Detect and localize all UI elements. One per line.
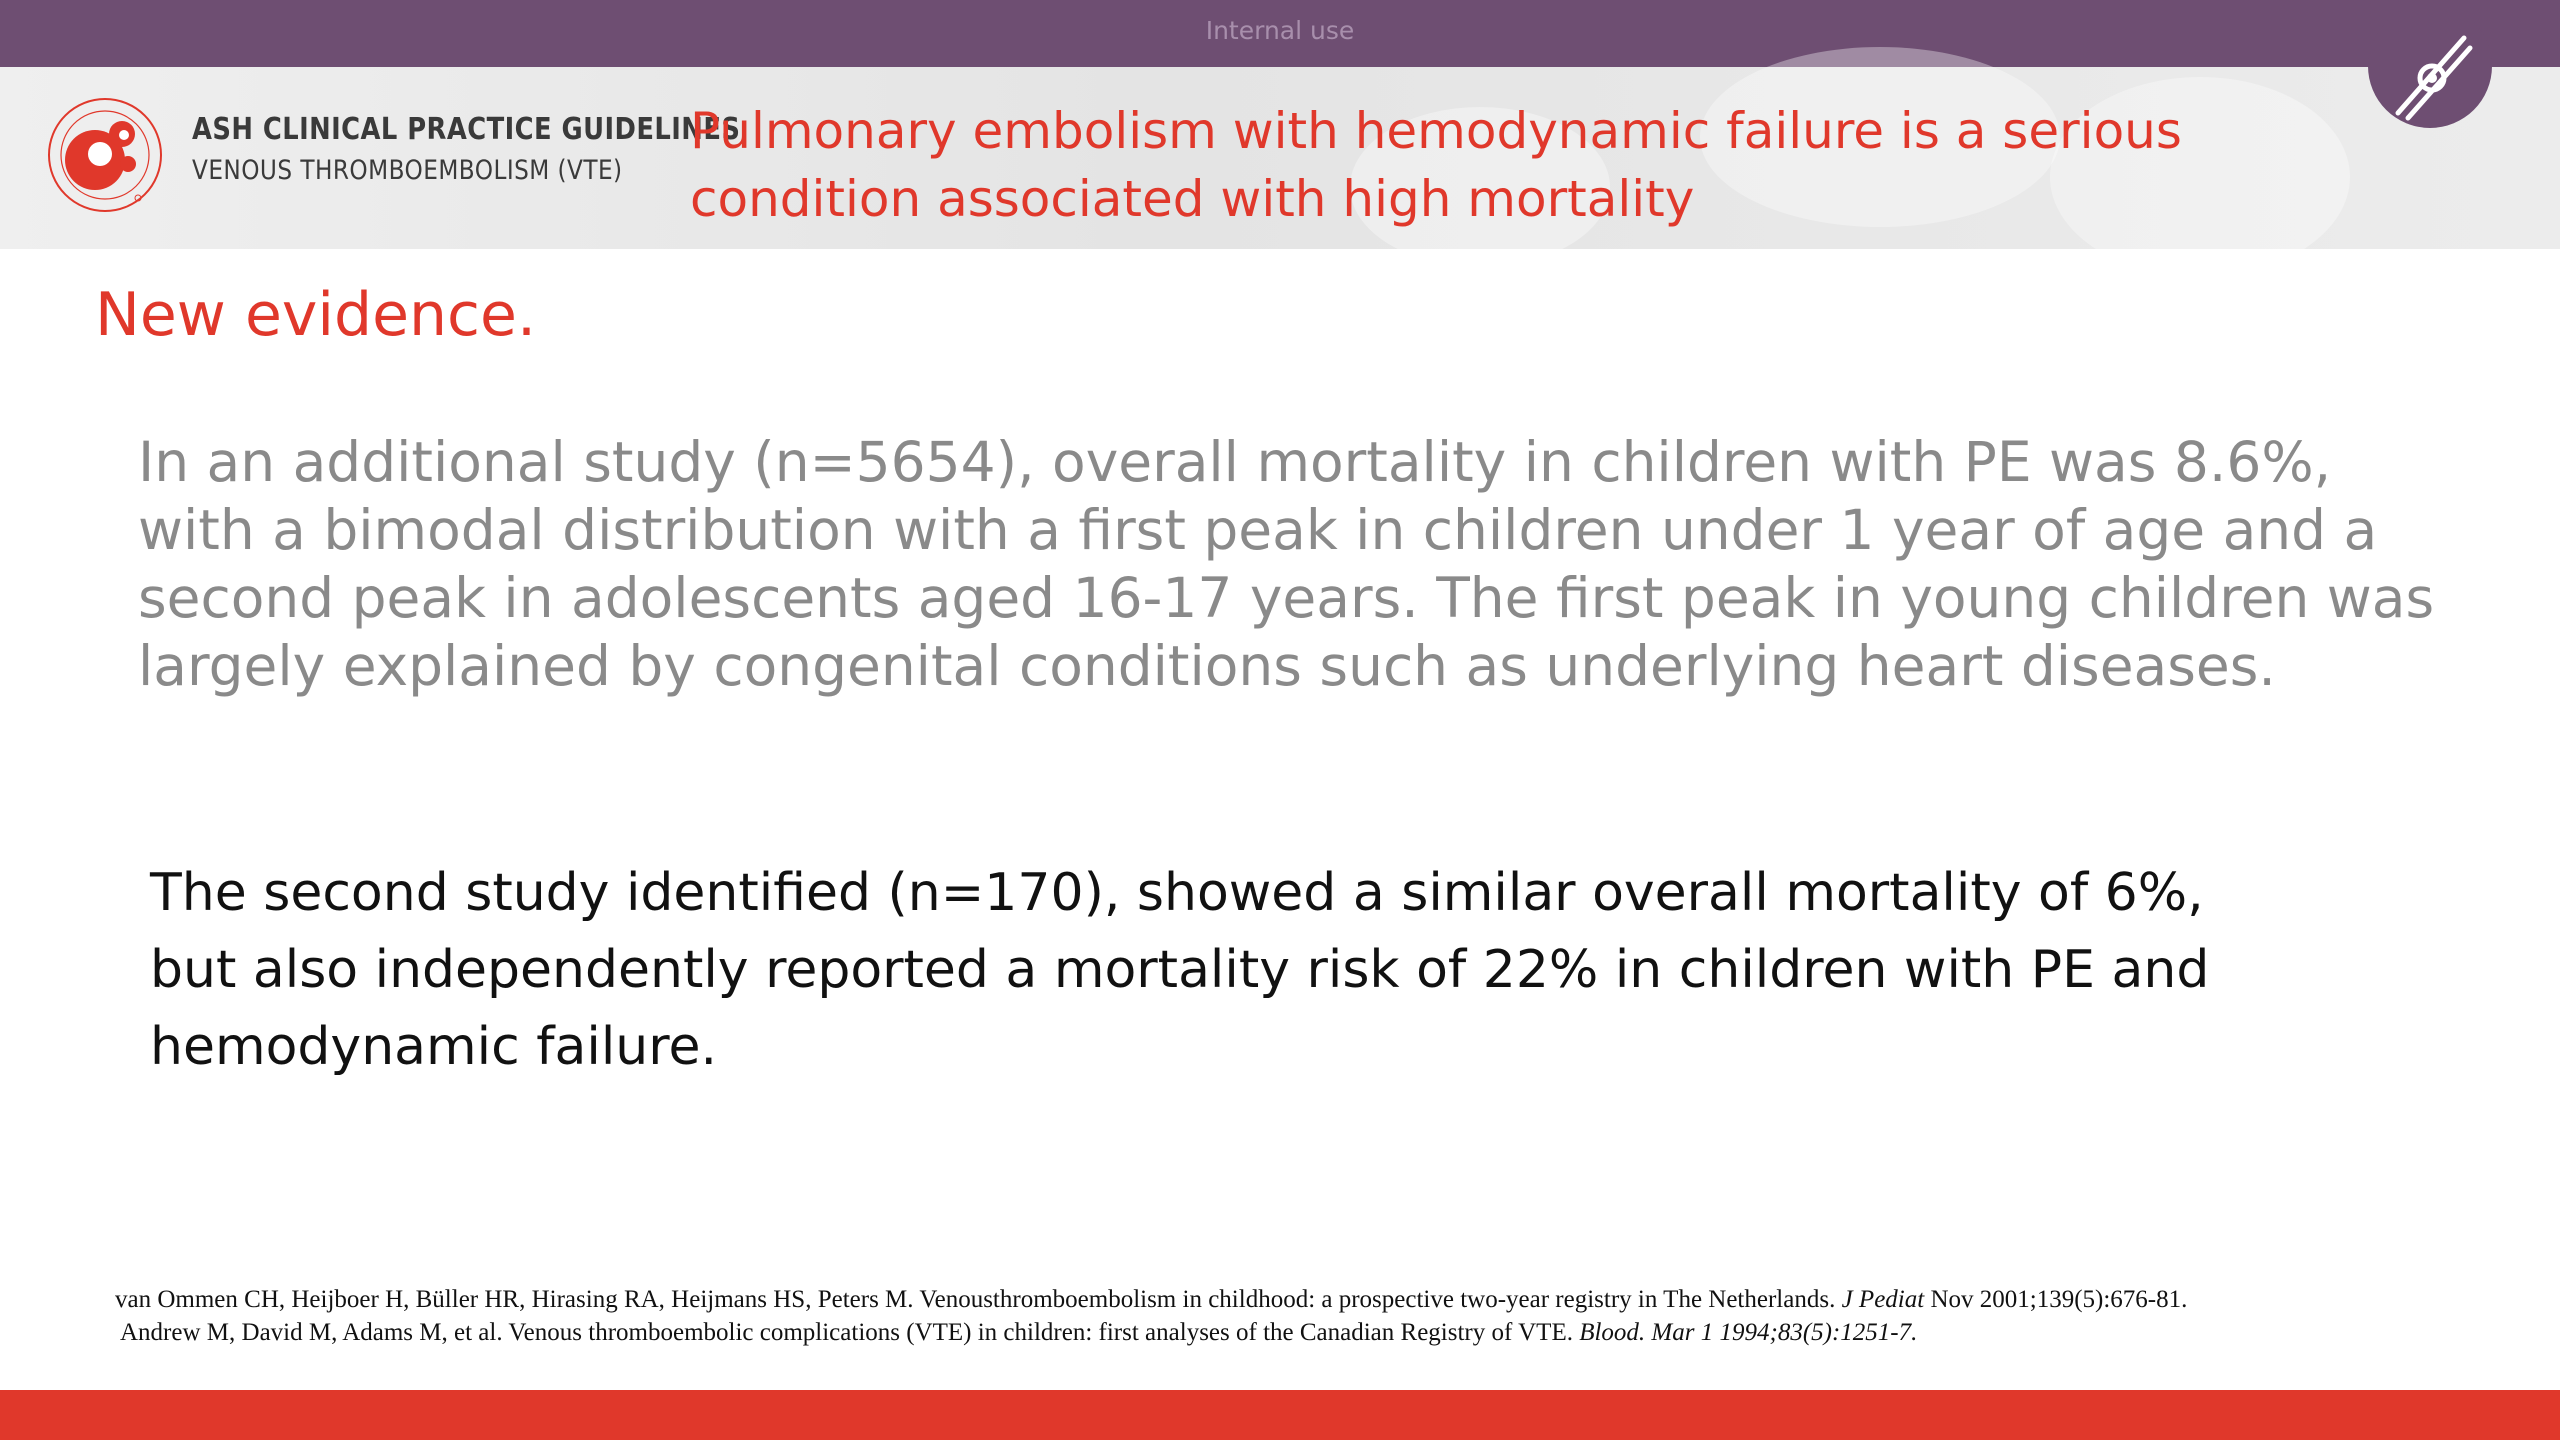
- section-title: New evidence.: [95, 280, 537, 350]
- top-bar: [0, 0, 2560, 67]
- reference-text: Andrew M, David M, Adams M, et al. Venous thromboembolic complications (VTE) in children: first analyses of the Canadian Registry of VTE.: [120, 1319, 1573, 1346]
- paragraph-line: but also independently reported a mortality risk of 22% in children with PE and: [150, 940, 2210, 1000]
- paragraph-line: hemodynamic failure.: [150, 1017, 718, 1077]
- reference-journal: J Pediat: [1841, 1286, 1925, 1313]
- vein-badge-icon: [2368, 18, 2492, 128]
- reference-text: van Ommen CH, Heijboer H, Büller HR, Hirasing RA, Heijmans HS, Peters M. Venousthromboembolism in childhood: a prospective two-year registry in The Netherlands.: [115, 1286, 1836, 1313]
- reference-journal: Blood. Mar 1 1994;83(5):1251-7.: [1579, 1319, 1918, 1346]
- reference-citation: Nov 2001;139(5):676-81.: [1930, 1286, 2188, 1313]
- evidence-paragraph-1: In an additional study (n=5654), overall mortality in children with PE was 8.6%, with a bimodal distribution with a first peak in children under 1 year of age and a second peak in adolescents aged 16-17 years. The first peak in young children was largely explained by congenital conditions such as underlying heart diseases.: [138, 430, 2435, 698]
- reference-2: [115, 1316, 2535, 1349]
- references: [115, 1283, 2535, 1349]
- reference-1: [115, 1283, 2535, 1316]
- footer-bar: [0, 1390, 2560, 1440]
- paragraph-line: The second study identified (n=170), showed a similar overall mortality of 6%,: [150, 863, 2204, 923]
- org-name-line1: ASH CLINICAL PRACTICE GUIDELINES: [192, 112, 741, 147]
- classification-label: Internal use: [1205, 16, 1355, 45]
- evidence-paragraph-2: [150, 855, 2350, 1086]
- org-name-line2: VENOUS THROMBOEMBOLISM (VTE): [192, 155, 623, 186]
- slide-title: Pulmonary embolism with hemodynamic failure is a serious condition associated with high mortality: [690, 102, 2182, 228]
- ash-society-logo-icon: [40, 90, 170, 220]
